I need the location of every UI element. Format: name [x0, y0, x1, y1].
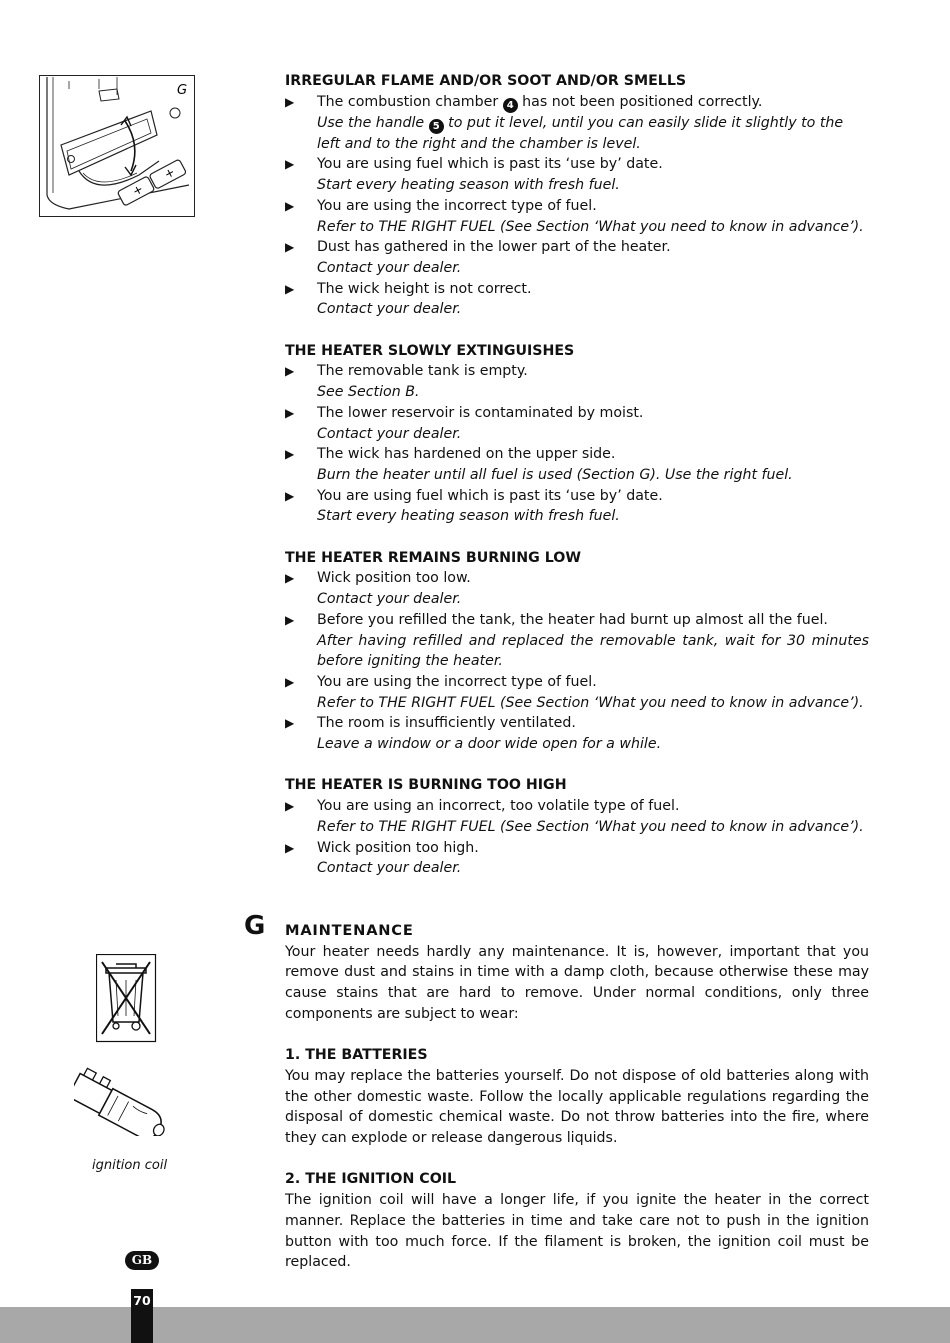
bullet-arrow-icon: ▶	[285, 405, 295, 420]
bullet-arrow-icon: ▶	[285, 364, 295, 379]
figure-letter: G	[177, 83, 188, 98]
remedy-text: Contact your dealer.	[317, 860, 462, 877]
bullet-arrow-icon: ▶	[285, 447, 295, 462]
list-item	[285, 196, 869, 237]
bullet-arrow-icon: ▶	[285, 799, 295, 814]
cause-text: The lower reservoir is contaminated by moist.	[317, 404, 644, 421]
list-item	[285, 444, 869, 485]
maintenance-intro: Your heater needs hardly any maintenance. It is, however, important that you remove dust and stains in time with a damp cloth, because otherwise these may cause stains that are hard to remove. Under normal conditions, only three components are subject to wear:	[285, 943, 869, 1022]
remedy-text: Start every heating season with fresh fuel.	[317, 508, 620, 525]
page-number: 70	[131, 1289, 153, 1343]
cause-text: You are using the incorrect type of fuel.	[317, 673, 597, 690]
list-item	[285, 713, 869, 754]
cause-text: You are using fuel which is past its ‘use by’ date.	[317, 156, 663, 173]
remedy-text: Refer to THE RIGHT FUEL (See Section ‘What you need to know in advance’).	[317, 818, 864, 835]
callout-4-icon: 4	[503, 98, 518, 113]
bullet-arrow-icon: ▶	[285, 240, 295, 255]
remedy-text: Start every heating season with fresh fuel.	[317, 177, 620, 194]
ignition-coil-illustration	[74, 1062, 184, 1140]
cause-text: The room is insufficiently ventilated.	[317, 715, 576, 732]
cause-text: Before you refilled the tank, the heater had burnt up almost all the fuel.	[317, 611, 828, 628]
language-badge: GB	[125, 1251, 159, 1270]
remedy-text: Contact your dealer.	[317, 301, 462, 318]
ignition-coil-caption: ignition coil	[92, 1158, 168, 1173]
batteries-text: You may replace the batteries yourself. Do not dispose of old batteries along with the other domestic waste. Follow the locally applicable regulations regarding the disposal of domestic chemical waste. Do not throw batteries into the fire, where they can explode or release dangerous liquids.	[285, 1067, 869, 1147]
list-item	[285, 568, 869, 609]
svg-text:+: +	[161, 164, 178, 182]
cause-text: You are using an incorrect, too volatile type of fuel.	[317, 798, 680, 815]
list-item	[285, 403, 869, 444]
maintenance-title: MAINTENANCE	[285, 922, 414, 939]
list-item	[285, 672, 869, 713]
remedy-text: See Section B.	[317, 384, 420, 401]
remedy-text: Use the handle 5 to put it level, until you can easily slide it slightly to the left and to the right and the chamber is level.	[317, 114, 844, 152]
cause-text: The removable tank is empty.	[317, 363, 528, 380]
list-item	[285, 610, 869, 672]
section-letter: G	[244, 911, 266, 941]
weee-bin-icon	[96, 954, 157, 1047]
bullet-arrow-icon: ▶	[285, 198, 295, 213]
callout-5-icon: 5	[429, 119, 444, 134]
bullet-arrow-icon: ▶	[285, 488, 295, 503]
bullet-arrow-icon: ▶	[285, 94, 295, 109]
cause-text: Wick position too high.	[317, 839, 479, 856]
section-heading: THE HEATER IS BURNING TOO HIGH	[285, 777, 567, 794]
remedy-text: Contact your dealer.	[317, 591, 462, 608]
list-item	[285, 279, 869, 320]
cause-text: The wick has hardened on the upper side.	[317, 446, 616, 463]
list-item	[285, 154, 869, 195]
bullet-arrow-icon: ▶	[285, 674, 295, 689]
remedy-text: Contact your dealer.	[317, 425, 462, 442]
section-heading: THE HEATER REMAINS BURNING LOW	[285, 549, 581, 566]
remedy-text: Burn the heater until all fuel is used (Section G). Use the right fuel.	[317, 466, 793, 483]
cause-text: Dust has gathered in the lower part of the heater.	[317, 239, 671, 256]
bullet-arrow-icon: ▶	[285, 281, 295, 296]
remedy-text: Refer to THE RIGHT FUEL (See Section ‘What you need to know in advance’).	[317, 218, 864, 235]
bullet-arrow-icon: ▶	[285, 571, 295, 586]
remedy-text: After having refilled and replaced the removable tank, wait for 30 minutes before igniting the heater.	[317, 632, 869, 670]
troubleshooting-column	[285, 71, 869, 879]
section-heading: THE HEATER SLOWLY EXTINGUISHES	[285, 342, 575, 359]
section-irregular-flame	[285, 71, 869, 320]
bullet-arrow-icon: ▶	[285, 716, 295, 731]
cause-text: Wick position too low.	[317, 570, 471, 587]
cause-text: You are using the incorrect type of fuel.	[317, 197, 597, 214]
list-item: ▶ The combustion chamber 4 has not been positioned correctly. Use the handle 5 to put it level, until you can easily slide it slightly to the left and to the right and the chamber is level.	[285, 92, 869, 155]
section-slowly-extinguishes	[285, 341, 869, 527]
section-burning-low	[285, 548, 869, 755]
bullet-arrow-icon: ▶	[285, 157, 295, 172]
maintenance-section	[285, 921, 869, 1273]
section-heading: IRREGULAR FLAME AND/OR SOOT AND/OR SMELLS	[285, 73, 687, 89]
svg-text:+: +	[130, 181, 146, 199]
list-item	[285, 838, 869, 879]
cause-text: You are using fuel which is past its ‘use by’ date.	[317, 487, 663, 504]
ignition-coil-heading: 2. THE IGNITION COIL	[285, 1171, 457, 1188]
list-item	[285, 486, 869, 527]
ignition-coil-text: The ignition coil will have a longer life, if you ignite the heater in the correct manner. Replace the batteries in time and take care not to push in the ignition button with too much force. If the filament is broken, the ignition coil must be replaced.	[285, 1192, 869, 1271]
remedy-text: Contact your dealer.	[317, 259, 462, 276]
batteries-heading: 1. THE BATTERIES	[285, 1047, 428, 1064]
section-burning-too-high	[285, 775, 869, 879]
list-item	[285, 361, 869, 402]
list-item	[285, 237, 869, 278]
cause-text: The wick height is not correct.	[317, 280, 532, 297]
remedy-text: Leave a window or a door wide open for a while.	[317, 736, 662, 753]
list-item	[285, 796, 869, 837]
battery-compartment-illustration	[39, 75, 195, 222]
remedy-text: Refer to THE RIGHT FUEL (See Section ‘What you need to know in advance’).	[317, 694, 864, 711]
bullet-arrow-icon: ▶	[285, 840, 295, 855]
bullet-arrow-icon: ▶	[285, 612, 295, 627]
